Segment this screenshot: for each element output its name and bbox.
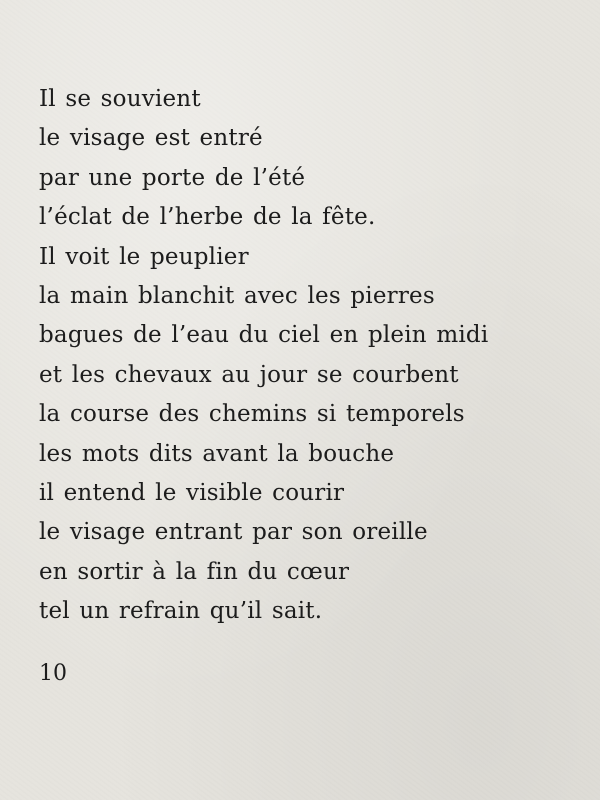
poem-line: la main blanchit avec les pierres (39, 283, 435, 310)
poem-line: tel un refrain qu’il sait. (39, 598, 323, 625)
poem-line: et les chevaux au jour se courbent (39, 361, 459, 388)
poem-line: les mots dits avant la bouche (39, 440, 395, 467)
poem-line: Il se souvient (39, 86, 201, 112)
poem-text (39, 80, 488, 632)
poem-line: il entend le visible courir (39, 480, 345, 507)
poem-line: le visage entrant par son oreille (39, 519, 428, 546)
poem-line: la course des chemins si temporels (39, 401, 465, 428)
poem-line: le visage est entré (39, 125, 263, 152)
poem-line: bagues de l’eau du ciel en plein midi (39, 322, 489, 349)
poem-line: Il voit le peuplier (39, 243, 249, 270)
poem-line: l’éclat de l’herbe de la fête. (39, 204, 376, 231)
poem-line: par une porte de l’été (39, 164, 306, 191)
poem-line: en sortir à la fin du cœur (39, 558, 350, 585)
page-number: 10 (39, 661, 67, 686)
